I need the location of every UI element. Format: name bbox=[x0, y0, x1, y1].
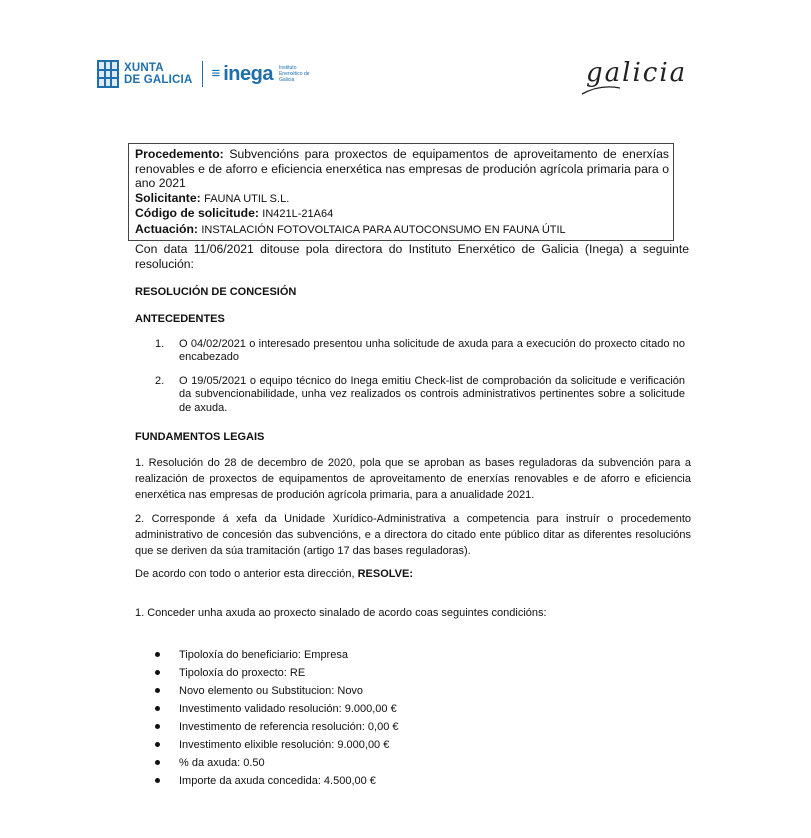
document-title: RESOLUCIÓN DE CONCESIÓN bbox=[135, 286, 297, 298]
list-item: Tipoloxía do proxecto: RE bbox=[155, 664, 399, 682]
antecedente-item-2: 2. O 19/05/2021 o equipo técnico do Inega emitiu Check-list de comprobación da solicitude e verificación da subvencionabilidade, unha vez realizados os controis administrativos pertinentes sobre a solicitude de axuda. bbox=[155, 375, 685, 414]
list-item: Investimento elixible resolución: 9.000,00 € bbox=[155, 736, 399, 754]
resolve-line: De acordo con todo o anterior esta dirección, RESOLVE: bbox=[135, 568, 414, 580]
bullet-icon bbox=[155, 778, 160, 783]
fundamento-paragraph-1: 1. Resolución do 28 de decembro de 2020, pola que se aproban as bases reguladoras da subvención para a realización de proxectos de equipamentos de aproveitamento de enerxías renovables e de aforro e eficiencia enerxética nas empresas de produción agrícola primaria, para a anualidade 2021. bbox=[135, 457, 691, 501]
galicia-swoosh-icon bbox=[580, 82, 640, 96]
list-item: Tipoloxía do beneficiario: Empresa bbox=[155, 646, 399, 664]
inega-logo-subtitle: Instituto Enerxético de Galicia bbox=[278, 65, 310, 83]
galicia-logo: galicia bbox=[586, 58, 688, 88]
bullet-icon bbox=[155, 742, 160, 747]
list-item: Novo elemento ou Substitucion: Novo bbox=[155, 682, 399, 700]
conceder-paragraph: 1. Conceder unha axuda ao proxecto sinalado de acordo coas seguintes condicións: bbox=[135, 607, 547, 619]
fundamento-paragraph-2: 2. Corresponde á xefa da Unidade Xurídico-Administrativa a competencia para instruír o procedemento administrativo de concesión das subvencións, e a directora do citado ente público ditar as diferentes resolucións que se deriven da súa tramitación (artigo 17 das bases reguladoras). bbox=[135, 513, 691, 557]
bullet-icon bbox=[155, 724, 160, 729]
antecedentes-heading: ANTECEDENTES bbox=[135, 313, 225, 325]
codigo-line: Código de solicitude: IN421L-21A64 bbox=[135, 206, 334, 221]
list-item: Importe da axuda concedida: 4.500,00 € bbox=[155, 772, 399, 790]
logo-divider bbox=[202, 61, 203, 87]
actuacion-line: Actuación: INSTALACIÓN FOTOVOLTAICA PARA AUTOCONSUMO EN FAUNA ÚTIL bbox=[135, 221, 566, 236]
list-item: % da axuda: 0.50 bbox=[155, 754, 399, 772]
bullet-icon bbox=[155, 670, 160, 675]
xunta-emblem-icon bbox=[97, 60, 119, 88]
bullet-icon bbox=[155, 688, 160, 693]
bullet-icon bbox=[155, 652, 160, 657]
list-item: Investimento validado resolución: 9.000,00 € bbox=[155, 700, 399, 718]
inega-logo-text: inega bbox=[223, 62, 273, 85]
intro-paragraph: Con data 11/06/2021 ditouse pola directora do Instituto Enerxético de Galicia (Inega) a seguinte resolución: bbox=[135, 242, 689, 271]
header-logos bbox=[0, 50, 811, 110]
fundamentos-heading: FUNDAMENTOS LEGAIS bbox=[135, 431, 265, 443]
antecedente-item-1: 1. O 04/02/2021 o interesado presentou unha solicitude de axuda para a execución do proxecto citado no encabezado bbox=[155, 338, 685, 364]
procedure-summary-box bbox=[128, 143, 674, 241]
bullet-icon bbox=[155, 706, 160, 711]
list-item: Investimento de referencia resolución: 0,00 € bbox=[155, 718, 399, 736]
bullet-icon bbox=[155, 760, 160, 765]
xunta-inega-logo bbox=[97, 60, 319, 88]
procedemento-line: Procedemento: Subvencións para proxectos de equipamentos de aproveitamento de enerxías renovables e de aforro e eficiencia enerxética nas empresas de produción agrícola primaria para o ano 2021 bbox=[135, 147, 670, 191]
conditions-list bbox=[155, 646, 399, 790]
inega-waves-icon: ≡ bbox=[211, 65, 221, 82]
xunta-logo-text: XUNTA DE GALICIA bbox=[124, 62, 193, 86]
solicitante-line: Solicitante: FAUNA UTIL S.L. bbox=[135, 190, 290, 205]
